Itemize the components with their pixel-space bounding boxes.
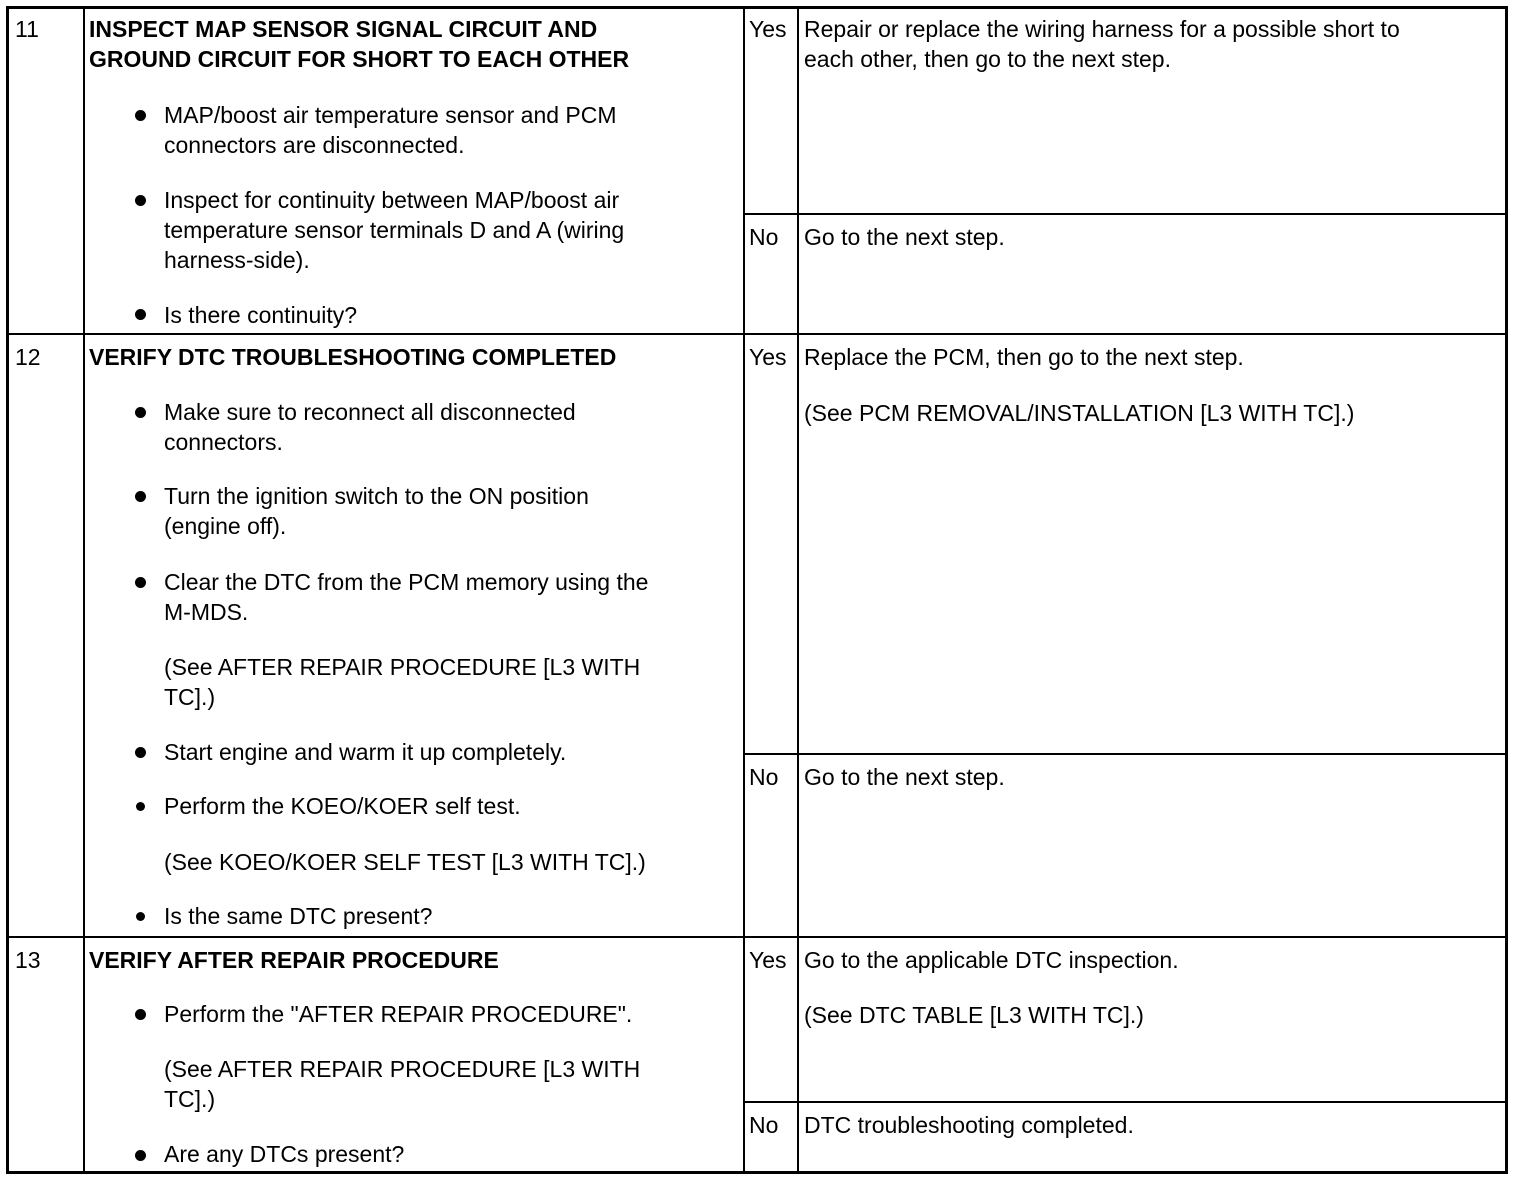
bullet-text: (engine off).	[164, 513, 287, 539]
bullet-text: M-MDS.	[164, 599, 249, 625]
bullet-text: connectors are disconnected.	[164, 132, 465, 158]
col-divider-action	[743, 9, 745, 1171]
yes-label: Yes	[749, 16, 787, 42]
no-action-text: Go to the next step.	[804, 224, 1005, 250]
yes-action-text: Repair or replace the wiring harness for a possible short to	[804, 16, 1400, 42]
bullet-text: Make sure to reconnect all disconnected	[164, 399, 576, 425]
bullet-text: Perform the KOEO/KOER self test.	[164, 793, 521, 819]
col-divider-step	[83, 9, 85, 1171]
yes-label: Yes	[749, 344, 787, 370]
reference-note: (See KOEO/KOER SELF TEST [L3 WITH TC].)	[164, 849, 646, 875]
yes-no-divider-11	[743, 213, 1505, 215]
bullet-text: Is the same DTC present?	[164, 903, 433, 929]
reference-note: TC].)	[164, 1086, 216, 1112]
bullet-text: harness-side).	[164, 247, 310, 273]
bullet-icon	[135, 110, 146, 121]
no-action-text: DTC troubleshooting completed.	[804, 1112, 1134, 1138]
bullet-icon	[135, 491, 146, 502]
bullet-icon	[135, 1009, 146, 1020]
bullet-icon	[135, 1150, 146, 1161]
row-divider-12-13	[9, 936, 1505, 938]
troubleshooting-table	[6, 6, 1508, 1174]
bullet-icon	[135, 747, 146, 758]
bullet-text: connectors.	[164, 429, 283, 455]
bullet-text: Is there continuity?	[164, 302, 358, 328]
step-title-line: VERIFY AFTER REPAIR PROCEDURE	[89, 947, 499, 973]
bullet-icon	[135, 309, 146, 320]
yes-action-text: Replace the PCM, then go to the next step.	[804, 344, 1244, 370]
bullet-text: Are any DTCs present?	[164, 1141, 405, 1167]
bullet-icon	[136, 802, 145, 811]
bullet-text: temperature sensor terminals D and A (wiring	[164, 217, 625, 243]
bullet-text: MAP/boost air temperature sensor and PCM	[164, 102, 617, 128]
step-number: 12	[15, 344, 41, 370]
reference-note: (See PCM REMOVAL/INSTALLATION [L3 WITH TC].)	[804, 400, 1355, 426]
bullet-icon	[135, 195, 146, 206]
bullet-text: Clear the DTC from the PCM memory using the	[164, 569, 649, 595]
yes-action-text: Go to the applicable DTC inspection.	[804, 947, 1179, 973]
reference-note: (See DTC TABLE [L3 WITH TC].)	[804, 1002, 1144, 1028]
bullet-text: Inspect for continuity between MAP/boost air	[164, 187, 620, 213]
bullet-text: Turn the ignition switch to the ON position	[164, 483, 589, 509]
step-title-line: GROUND CIRCUIT FOR SHORT TO EACH OTHER	[89, 46, 630, 72]
reference-note: (See AFTER REPAIR PROCEDURE [L3 WITH	[164, 1056, 641, 1082]
bullet-icon	[136, 912, 145, 921]
step-number: 11	[15, 16, 39, 42]
bullet-icon	[135, 407, 146, 418]
no-label: No	[749, 764, 779, 790]
no-action-text: Go to the next step.	[804, 764, 1005, 790]
step-number: 13	[15, 947, 41, 973]
step-title-line: VERIFY DTC TROUBLESHOOTING COMPLETED	[89, 344, 617, 370]
no-label: No	[749, 1112, 779, 1138]
bullet-icon	[135, 577, 146, 588]
yes-action-text: each other, then go to the next step.	[804, 46, 1171, 72]
yes-label: Yes	[749, 947, 787, 973]
col-divider-result	[797, 9, 799, 1171]
bullet-text: Start engine and warm it up completely.	[164, 739, 567, 765]
no-label: No	[749, 224, 779, 250]
yes-no-divider-13	[743, 1101, 1505, 1103]
step-title-line: INSPECT MAP SENSOR SIGNAL CIRCUIT AND	[89, 16, 598, 42]
bullet-text: Perform the "AFTER REPAIR PROCEDURE".	[164, 1001, 633, 1027]
yes-no-divider-12	[743, 753, 1505, 755]
reference-note: TC].)	[164, 684, 216, 710]
reference-note: (See AFTER REPAIR PROCEDURE [L3 WITH	[164, 654, 641, 680]
row-divider-11-12	[9, 333, 1505, 335]
